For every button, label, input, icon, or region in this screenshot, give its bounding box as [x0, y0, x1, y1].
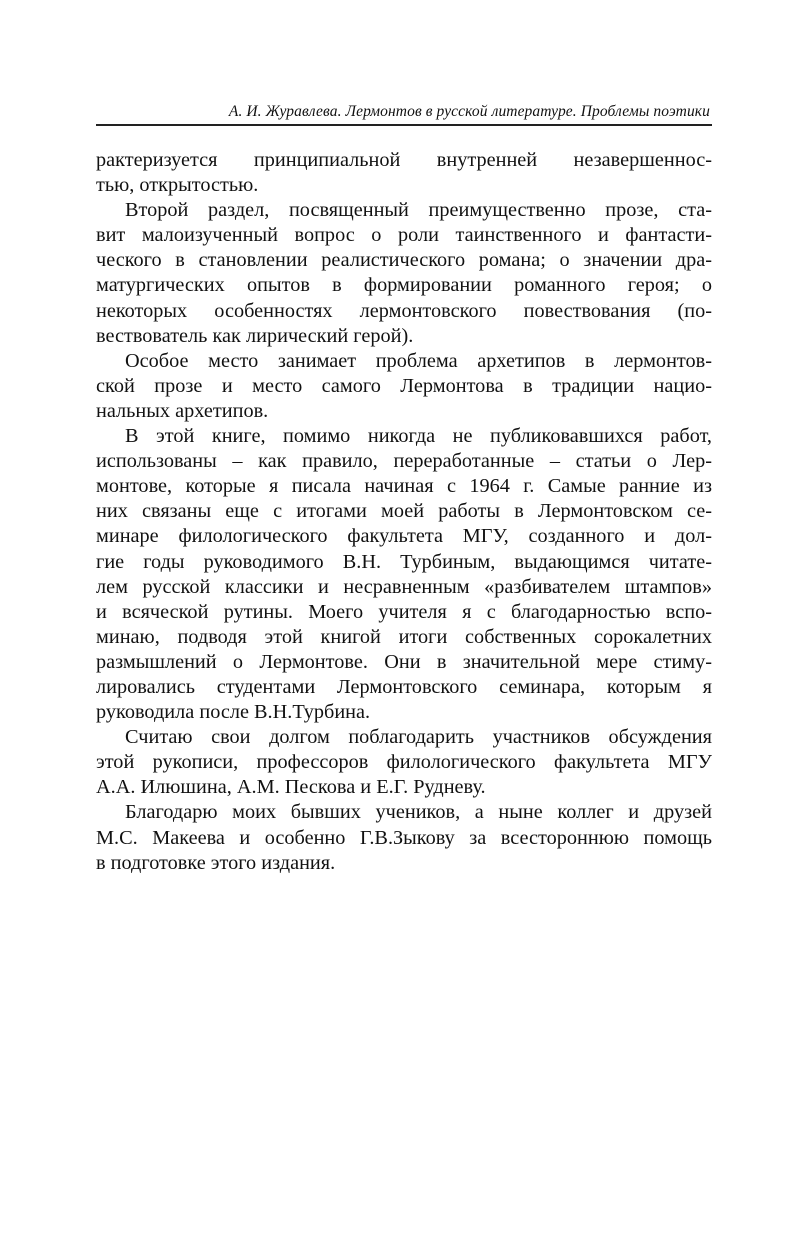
text-line: нальных архетипов. — [96, 399, 269, 422]
text-line: лировались студентами Лермонтовского семинара, которым я — [96, 675, 712, 698]
text-line: в подготовке этого издания. — [96, 851, 336, 874]
paragraph — [96, 800, 712, 875]
paragraph — [96, 148, 712, 198]
text-line: минаю, подводя этой книгой итоги собственных сорокалетних — [96, 625, 712, 648]
text-line: рактеризуется принципиальной внутренней незавершеннос- — [96, 149, 712, 171]
paragraph — [96, 424, 712, 725]
paragraph — [96, 198, 712, 349]
text-line: Считаю свои долгом поблагодарить участников обсуждения — [125, 726, 712, 749]
text-line: М.С. Макеева и особенно Г.В.Зыкову за всестороннюю помощь — [96, 826, 712, 849]
text-line: них связаны еще с итогами моей работы в Лермонтовском се- — [96, 500, 712, 523]
running-head: А. И. Журавлева. Лермонтов в русской литературе. Проблемы поэтики — [228, 103, 710, 120]
text-line: Второй раздел, посвященный преимущественно прозе, ста- — [125, 199, 712, 222]
text-line: руководила после В.Н.Турбина. — [96, 701, 371, 724]
text-line: А.А. Илюшина, А.М. Пескова и Е.Г. Рудневу. — [96, 776, 486, 799]
text-line: матургических опытов в формировании романного героя; о — [96, 274, 712, 297]
text-line: вествователь как лирический герой). — [96, 324, 414, 347]
paragraph — [96, 349, 712, 424]
text-line: некоторых особенностях лермонтовского повествования (по- — [96, 299, 712, 322]
text-line: лем русской классики и несравненным «разбивателем штампов» — [96, 575, 712, 598]
text-line: ской прозе и место самого Лермонтова в традиции нацио- — [96, 374, 712, 397]
text-line: В этой книге, помимо никогда не публиковавшихся работ, — [125, 425, 712, 448]
text-line: тью, открытостью. — [96, 174, 259, 197]
text-line: Благодарю моих бывших учеников, а ныне коллег и друзей — [125, 801, 712, 824]
text-line: гие годы руководимого В.Н. Турбиным, выдающимся читате- — [96, 550, 712, 573]
text-line: монтове, которые я писала начиная с 1964 г. Самые ранние из — [96, 475, 712, 498]
text-line: минаре филологического факультета МГУ, созданного и дол- — [96, 525, 712, 548]
text-line: размышлений о Лермонтове. Они в значительной мере стиму- — [96, 650, 712, 673]
text-line: этой рукописи, профессоров филологического факультета МГУ — [96, 751, 712, 774]
header-rule — [96, 124, 712, 126]
text-line: ческого в становлении реалистического романа; о значении дра- — [96, 249, 712, 272]
text-line: и всяческой рутины. Моего учителя я с благодарностью вспо- — [96, 600, 712, 623]
text-line: Особое место занимает проблема архетипов в лермонтов- — [125, 349, 712, 372]
text-line: вит малоизученный вопрос о роли таинственного и фантасти- — [96, 224, 712, 247]
paragraph — [96, 725, 712, 800]
text-line: использованы – как правило, переработанные – статьи о Лер- — [96, 450, 712, 473]
body-text — [96, 148, 712, 876]
